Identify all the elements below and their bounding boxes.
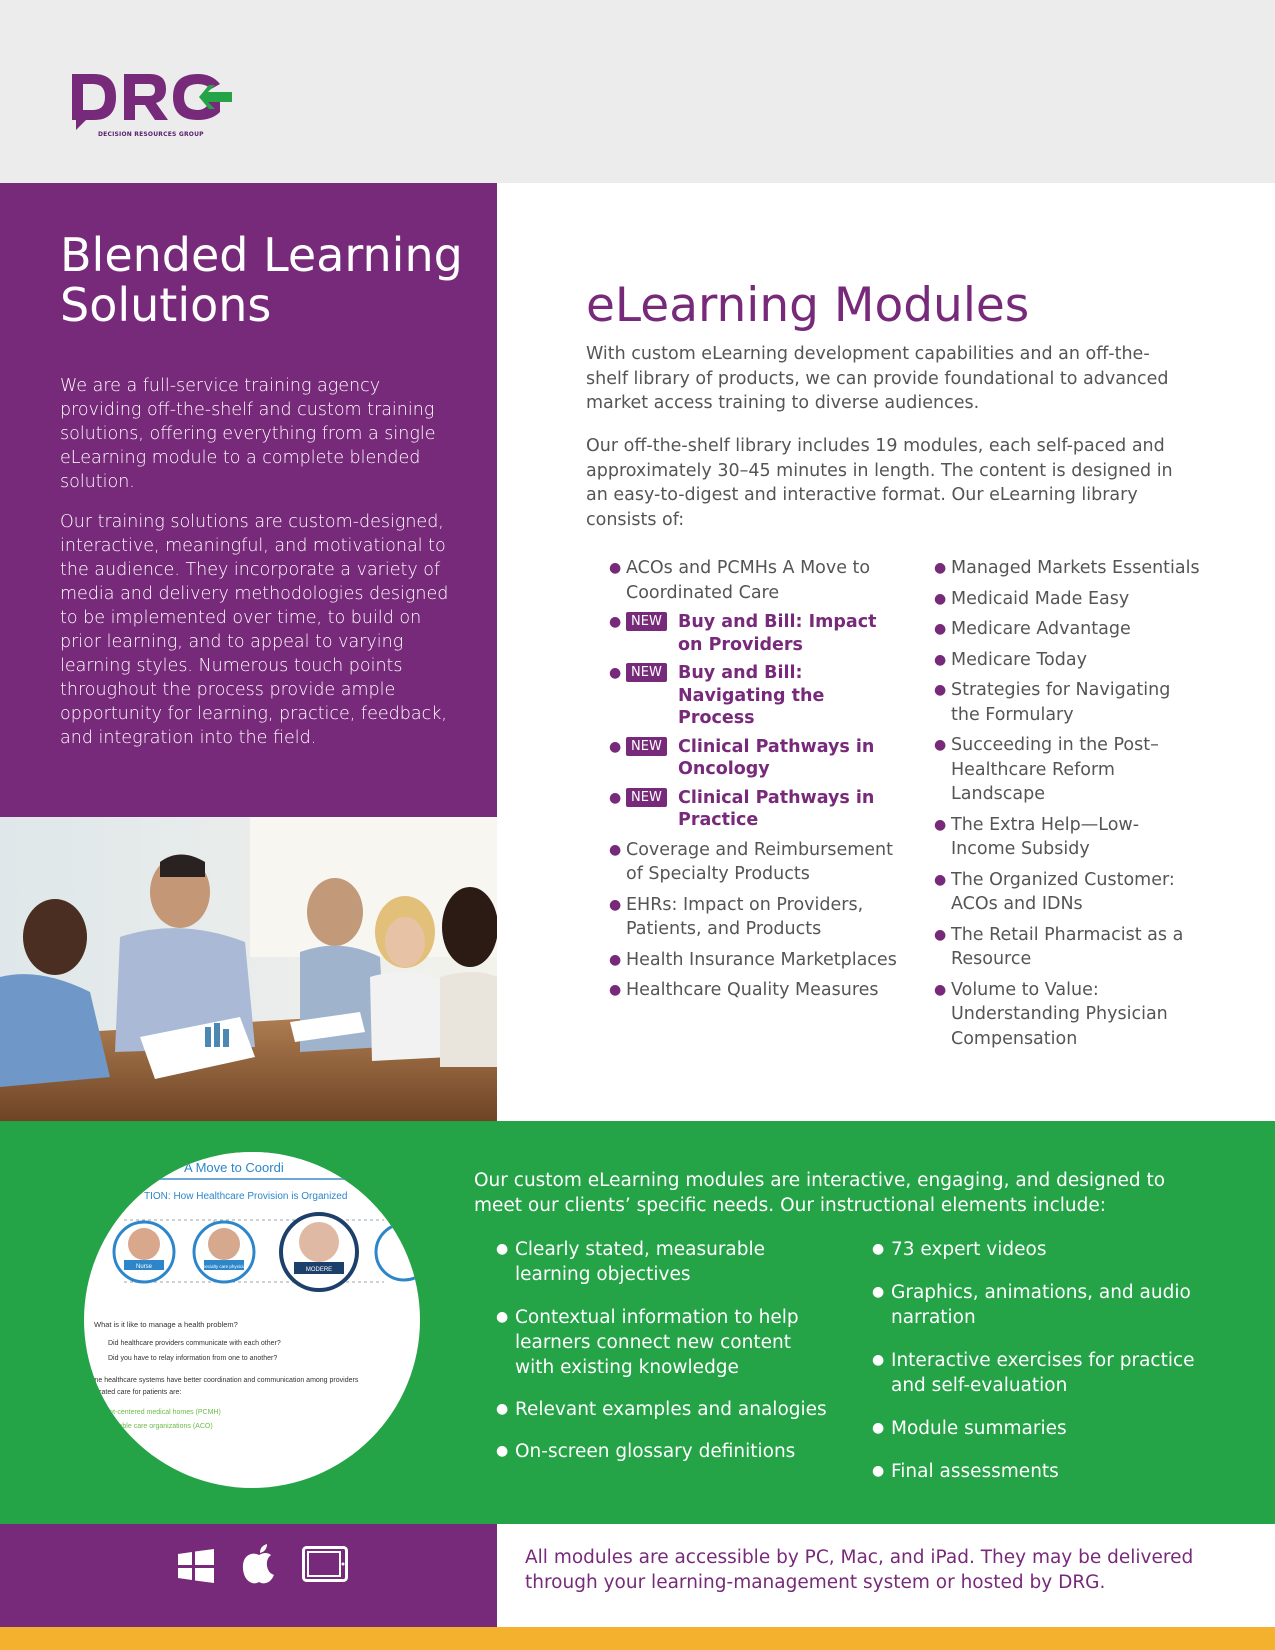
bullet-icon: ●	[934, 737, 947, 753]
bullet-icon: ●	[496, 1443, 509, 1459]
node-label: MODERE	[305, 1267, 333, 1273]
element-text: Module summaries	[891, 1418, 1067, 1439]
apple-icon	[240, 1544, 278, 1584]
bullet-icon: ●	[934, 682, 947, 698]
screenshot-line: Some healthcare systems have better coordination and communication among providers	[84, 1377, 359, 1384]
list-item	[496, 1305, 836, 1380]
bullet-icon: ●	[934, 560, 947, 576]
bullet-icon: ●	[609, 560, 622, 576]
module-screenshot	[84, 1152, 420, 1488]
bullet-icon: ●	[609, 896, 622, 913]
module-title: Succeeding in the Post–Healthcare Reform Landscape	[951, 735, 1159, 804]
windows-icon	[176, 1548, 216, 1584]
module-title: Medicaid Made Easy	[951, 588, 1130, 609]
list-item	[608, 948, 898, 973]
module-title: The Retail Pharmacist as a Resource	[951, 924, 1184, 969]
bullet-icon: ●	[934, 926, 947, 943]
accessibility-note: All modules are accessible by PC, Mac, and iPad. They may be delivered through your learning-management system or hosted by DRG.	[525, 1547, 1194, 1593]
bullet-icon: ●	[609, 841, 622, 858]
bullet-icon: ●	[934, 651, 947, 668]
module-title: Volume to Value: Understanding Physician Compensation	[951, 979, 1168, 1049]
screenshot-bullet: Did you have to relay information from one to another?	[108, 1355, 278, 1362]
module-screenshot-graphic	[84, 1152, 420, 1488]
list-item	[608, 662, 898, 730]
node-label: Specialty care physician	[199, 1264, 249, 1269]
title-line-2: Solutions	[60, 278, 272, 332]
screenshot-heading: A Move to Coordi	[184, 1160, 284, 1175]
module-title: ACOs and PCMHs A Move to Coordinated Care	[626, 558, 871, 603]
element-text: Contextual information to help learners connect new content with existing knowledge	[515, 1307, 799, 1378]
module-title: Strategies for Navigating the Formulary	[951, 680, 1171, 725]
new-badge: NEW	[626, 612, 667, 631]
page-title	[60, 230, 480, 330]
bullet-icon: ●	[609, 614, 622, 630]
list-item	[933, 923, 1203, 972]
modules-intro: With custom eLearning development capabilities and an off-the-shelf library of products, we can provide foundational to advanced market access training to diverse audiences.	[586, 344, 1169, 413]
footer-icons-panel	[0, 1524, 497, 1627]
module-title: Medicare Today	[951, 649, 1087, 670]
elements-list-col2	[872, 1237, 1202, 1484]
element-text: Final assessments	[891, 1461, 1059, 1482]
bullet-icon: ●	[496, 1241, 509, 1257]
list-item	[608, 893, 898, 942]
module-title: Clinical Pathways in Oncology	[678, 736, 875, 779]
module-title: Medicare Advantage	[951, 619, 1131, 639]
module-title: The Extra Help—Low-Income Subsidy	[951, 814, 1140, 859]
intro-paragraph: We are a full-service training agency providing off-the-shelf and custom training solutions, offering everything from a single eLearning module to a complete blended solution.	[60, 376, 436, 492]
list-item	[608, 978, 898, 1003]
solutions-paragraph: Our training solutions are custom-designed, interactive, meaningful, and motivational to the audience. They incorporate a variety of media and delivery methodologies designed to be implemented over time, to build on prior learning, and to appeal to varying learning styles. Numerous touch points throughout the process provide ample opportunity for learning, practice, feedback, and integration into the field.	[60, 512, 449, 748]
list-item	[933, 648, 1203, 673]
list-item	[933, 978, 1203, 1052]
bullet-icon: ●	[872, 1352, 885, 1368]
bullet-icon: ●	[609, 738, 622, 755]
element-text: 73 expert videos	[891, 1239, 1047, 1260]
bullet-icon: ●	[872, 1284, 885, 1300]
element-text: On-screen glossary definitions	[515, 1441, 796, 1462]
new-badge: NEW	[626, 663, 667, 682]
bullet-icon: ●	[934, 590, 947, 607]
list-item	[608, 556, 898, 605]
list-item	[496, 1397, 836, 1422]
module-title: Healthcare Quality Measures	[626, 980, 879, 1000]
library-description: Our off-the-shelf library includes 19 modules, each self-paced and approximately 30–45 minutes in length. The content is designed in an easy-to-digest and interactive format. Our eLearning library consists of:	[586, 436, 1173, 530]
list-item	[872, 1416, 1202, 1441]
bullet-icon: ●	[934, 816, 947, 833]
list-item	[872, 1348, 1202, 1398]
list-item	[933, 587, 1203, 612]
tablet-icon	[302, 1546, 348, 1582]
bottom-accent-bar	[0, 1627, 1275, 1650]
module-title: The Organized Customer: ACOs and IDNs	[951, 869, 1175, 914]
list-item	[608, 611, 898, 656]
module-title: Buy and Bill: Impact on Providers	[678, 612, 877, 655]
bullet-icon: ●	[934, 621, 947, 637]
screenshot-line: integrated care for patients are:	[84, 1389, 182, 1396]
screenshot-green-line: accountable care organizations (ACO)	[94, 1423, 213, 1430]
list-item	[608, 838, 898, 887]
list-item	[496, 1237, 836, 1287]
element-text: Interactive exercises for practice and self-evaluation	[891, 1350, 1195, 1396]
list-item	[608, 787, 898, 832]
logo-tagline: DECISION RESOURCES GROUP	[98, 131, 204, 138]
modules-heading: eLearning Modules	[586, 278, 1030, 333]
bullet-icon: ●	[609, 665, 622, 681]
list-item	[872, 1280, 1202, 1330]
list-item	[933, 556, 1203, 581]
list-item	[872, 1459, 1202, 1484]
new-badge: NEW	[626, 788, 667, 807]
screenshot-question: What is it like to manage a health problem?	[94, 1320, 238, 1329]
list-item	[608, 736, 898, 781]
screenshot-green-line: patient-centered medical homes (PCMH)	[94, 1409, 221, 1416]
new-badge: NEW	[626, 737, 667, 756]
node-label: Nurse	[135, 1264, 153, 1270]
module-title: Buy and Bill: Navigating the Process	[678, 663, 825, 728]
module-title: EHRs: Impact on Providers, Patients, and Products	[626, 894, 864, 939]
list-item	[933, 868, 1203, 917]
bullet-icon: ●	[609, 789, 622, 806]
screenshot-subheading: TION: How Healthcare Provision is Organized	[144, 1191, 348, 1202]
bullet-icon: ●	[496, 1309, 509, 1325]
bullet-icon: ●	[496, 1401, 509, 1417]
custom-modules-intro: Our custom eLearning modules are interactive, engaging, and designed to meet our clients’ specific needs. Our instructional elements include:	[474, 1170, 1166, 1216]
list-item	[933, 617, 1203, 642]
element-text: Graphics, animations, and audio narration	[891, 1282, 1191, 1328]
list-item	[933, 813, 1203, 862]
module-title: Health Insurance Marketplaces	[626, 949, 897, 970]
list-item	[872, 1237, 1202, 1262]
element-text: Relevant examples and analogies	[515, 1399, 827, 1420]
list-item	[933, 678, 1203, 727]
list-item	[496, 1439, 836, 1464]
element-text: Clearly stated, measurable learning objectives	[515, 1239, 766, 1285]
list-item	[933, 733, 1203, 807]
module-list-col1	[608, 556, 898, 1009]
bullet-icon: ●	[872, 1420, 885, 1436]
team-meeting-photo	[0, 817, 497, 1121]
bullet-icon: ●	[934, 871, 947, 888]
elements-list-col1	[496, 1237, 836, 1464]
module-title: Clinical Pathways in Practice	[678, 787, 875, 830]
module-title: Coverage and Reimbursement of Specialty Products	[626, 839, 893, 884]
title-line-1: Blended Learning	[60, 228, 463, 282]
bullet-icon: ●	[872, 1463, 885, 1479]
bullet-icon: ●	[934, 981, 947, 998]
bullet-icon: ●	[609, 951, 622, 968]
screenshot-bullet: Did healthcare providers communicate with each other?	[108, 1340, 281, 1347]
module-list-col2	[933, 556, 1203, 1057]
bullet-icon: ●	[609, 982, 622, 998]
module-title: Managed Markets Essentials	[951, 558, 1200, 578]
bullet-icon: ●	[872, 1241, 885, 1257]
